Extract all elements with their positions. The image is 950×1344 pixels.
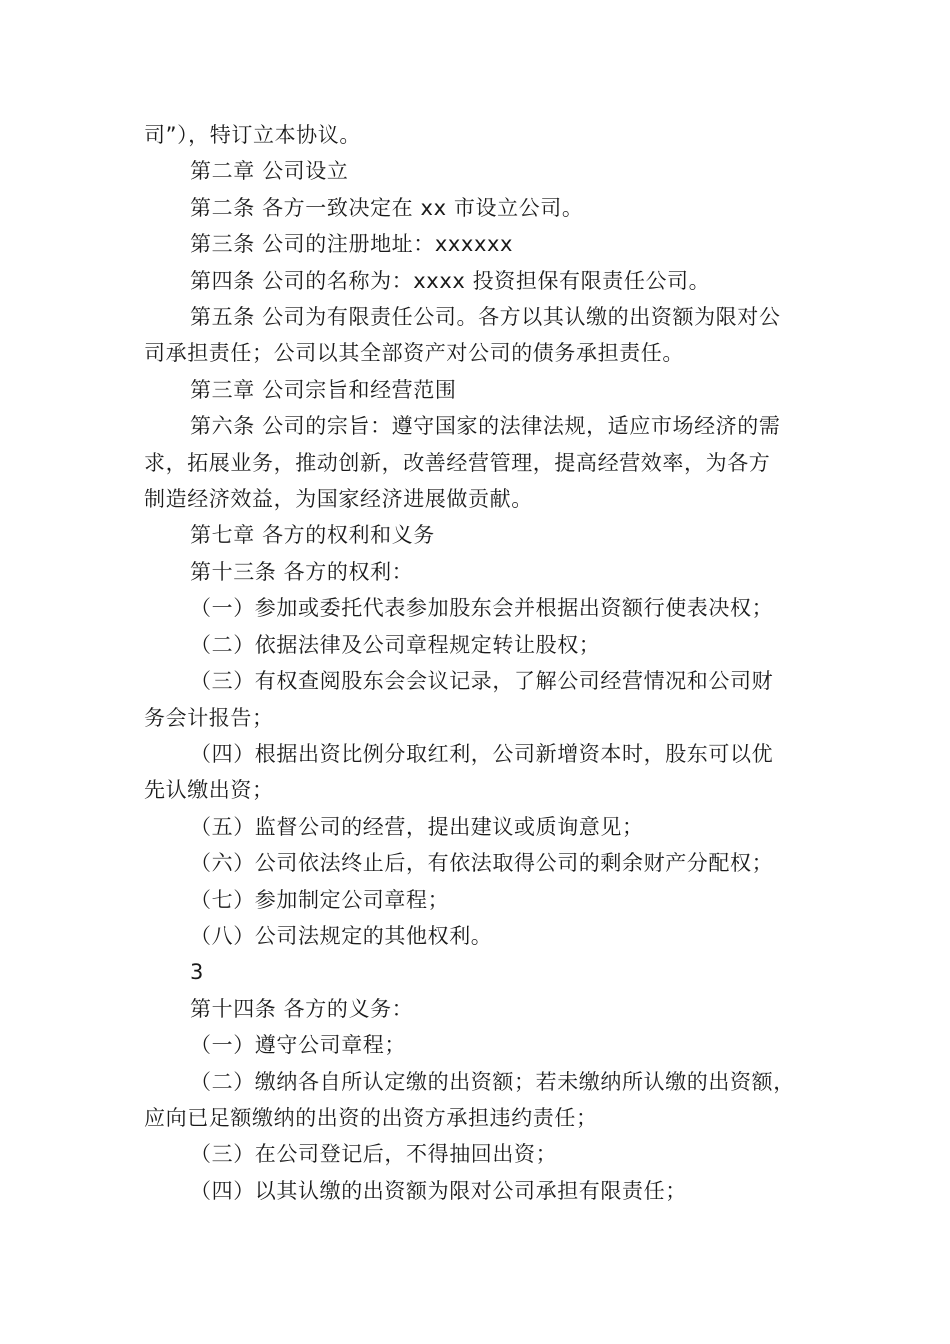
list-item: （七）参加制定公司章程； — [190, 887, 450, 912]
chapter-heading: 第二章 公司设立 — [190, 159, 349, 184]
document-body — [144, 117, 834, 1209]
text-line: 应向已足额缴纳的出资的出资方承担违约责任； — [144, 1105, 598, 1130]
list-item: （一）遵守公司章程； — [190, 1033, 406, 1058]
article-line: 第十四条 各方的义务： — [190, 996, 414, 1021]
text-line: 先认缴出资； — [144, 778, 274, 803]
chapter-heading: 第三章 公司宗旨和经营范围 — [190, 377, 457, 402]
text-line: 司承担责任；公司以其全部资产对公司的债务承担责任。 — [144, 341, 684, 366]
article-line: 第十三条 各方的权利： — [190, 559, 414, 584]
text-line: 求，拓展业务，推动创新，改善经营管理，提高经营效率，为各方 — [144, 450, 771, 475]
list-item: （八）公司法规定的其他权利。 — [190, 923, 493, 948]
list-item: （五）监督公司的经营，提出建议或质询意见； — [190, 814, 644, 839]
article-line: 第二条 各方一致决定在 xx 市设立公司。 — [190, 195, 584, 220]
article-line: 第六条 公司的宗旨：遵守国家的法律法规，适应市场经济的需 — [190, 414, 781, 439]
chapter-heading: 第七章 各方的权利和义务 — [190, 523, 435, 548]
list-item: （三）在公司登记后，不得抽回出资； — [190, 1142, 558, 1167]
list-item: （一）参加或委托代表参加股东会并根据出资额行使表决权； — [190, 596, 774, 621]
page-number: 3 — [190, 960, 204, 985]
article-line: 第四条 公司的名称为：xxxx 投资担保有限责任公司。 — [190, 268, 711, 293]
text-line: 司”），特订立本协议。 — [144, 123, 361, 147]
list-item: （二）缴纳各自所认定缴的出资额；若未缴纳所认缴的出资额， — [190, 1069, 795, 1094]
article-line: 第三条 公司的注册地址：xxxxxx — [190, 232, 514, 257]
text-line: 务会计报告； — [144, 705, 274, 730]
list-item: （四）根据出资比例分取红利，公司新增资本时，股东可以优 — [190, 741, 774, 766]
article-line: 第五条 公司为有限责任公司。各方以其认缴的出资额为限对公 — [190, 305, 781, 330]
list-item: （二）依据法律及公司章程规定转让股权； — [190, 632, 601, 657]
list-item: （六）公司依法终止后，有依法取得公司的剩余财产分配权； — [190, 851, 774, 876]
list-item: （四）以其认缴的出资额为限对公司承担有限责任； — [190, 1178, 687, 1203]
text-line: 制造经济效益，为国家经济进展做贡献。 — [144, 487, 533, 512]
list-item: （三）有权查阅股东会会议记录，了解公司经营情况和公司财 — [190, 669, 774, 694]
